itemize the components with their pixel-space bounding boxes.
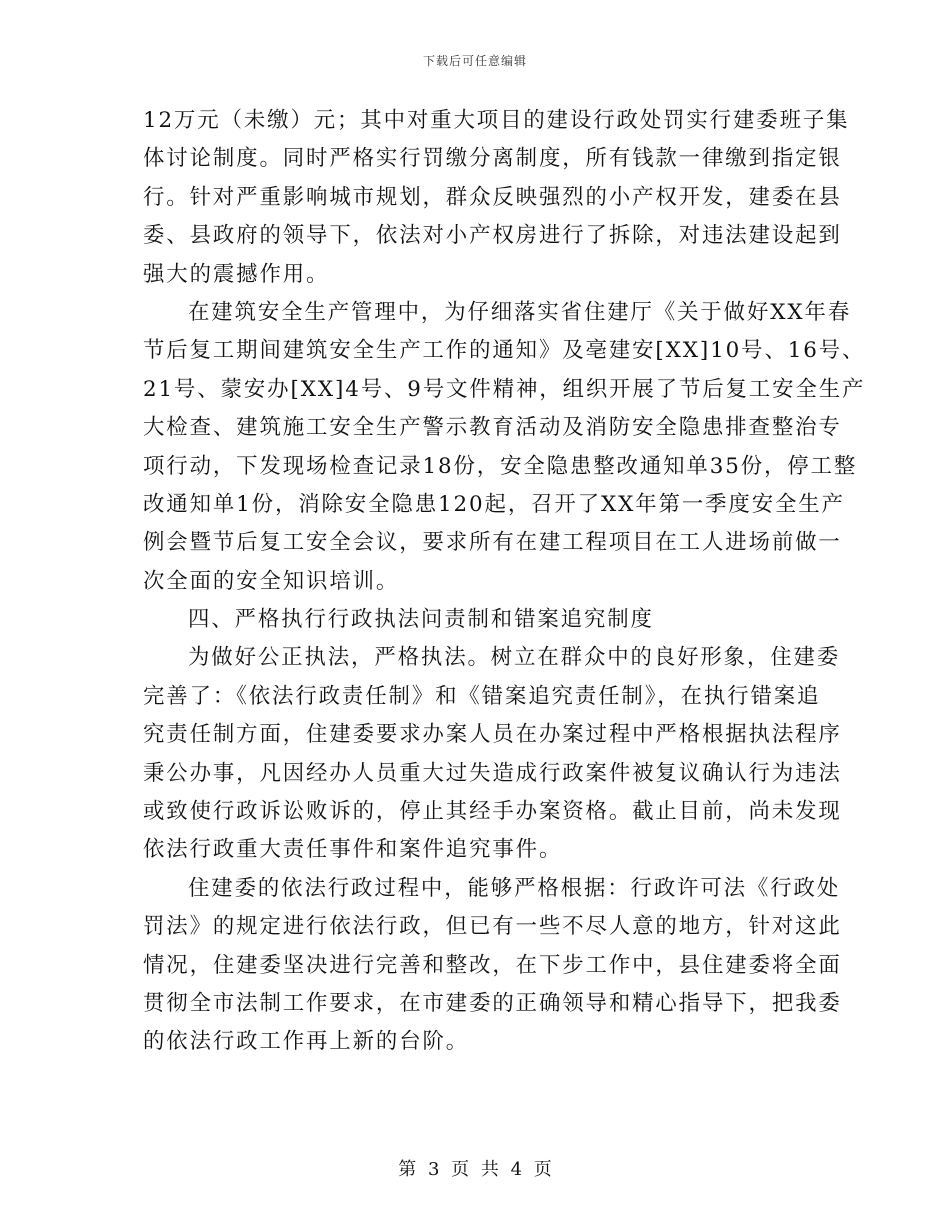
document-body bbox=[143, 102, 866, 1062]
page-header: 下载后可任意编辑 bbox=[422, 54, 527, 68]
text-line: 贯彻全市法制工作要求，在市建委的正确领导和精心指导下，把我委 bbox=[143, 990, 842, 1016]
text-line: 的依法行政工作再上新的台阶。 bbox=[143, 1029, 470, 1055]
text-line: 依法行政重大责任事件和案件追究事件。 bbox=[143, 837, 563, 863]
text-line: 在建筑安全生产管理中，为仔细落实省住建厅《关于做好XX年春 bbox=[188, 299, 852, 325]
text-line: 秉公办事，凡因经办人员重大过失造成行政案件被复议确认行为违法 bbox=[143, 760, 842, 786]
text-line: 罚法》的规定进行依法行政，但已有一些不尽人意的地方，针对这此 bbox=[143, 914, 842, 940]
text-line: 节后复工期间建筑安全生产工作的通知》及亳建安[XX]10号、16号、 bbox=[143, 338, 866, 364]
text-line: 12万元（未缴）元；其中对重大项目的建设行政处罚实行建委班子集 bbox=[143, 108, 850, 133]
text-line: 住建委的依法行政过程中，能够严格根据：行政许可法《行政处 bbox=[188, 875, 841, 901]
text-line: 大检查、建筑施工安全生产警示教育活动及消防安全隐患排查整治专 bbox=[143, 415, 842, 441]
text-line: 例会暨节后复工安全会议，要求所有在建工程项目在工人进场前做一 bbox=[143, 530, 842, 556]
page-footer: 第 3 页 共 4 页 bbox=[398, 1159, 552, 1180]
text-line: 或致使行政诉讼败诉的，停止其经手办案资格。截止目前，尚未发现 bbox=[143, 799, 842, 825]
text-line: 委、县政府的领导下，依法对小产权房进行了拆除，对违法建设起到 bbox=[143, 223, 842, 249]
text-line: 体讨论制度。同时严格实行罚缴分离制度，所有钱款一律缴到指定银 bbox=[143, 146, 842, 172]
text-line: 强大的震撼作用。 bbox=[143, 261, 330, 287]
text-line: 为做好公正执法，严格执法。树立在群众中的良好形象，住建委 bbox=[188, 645, 841, 671]
text-line: 项行动，下发现场检查记录18份，安全隐患整改通知单35份，停工整 bbox=[143, 453, 858, 479]
text-line: 四、严格执行行政执法问责制和错案追究制度 bbox=[188, 607, 654, 633]
text-line: 次全面的安全知识培训。 bbox=[143, 568, 400, 594]
text-line: 行。针对严重影响城市规划，群众反映强烈的小产权开发，建委在县 bbox=[143, 184, 842, 210]
text-line: 完善了：《依法行政责任制》和《错案追究责任制》，在执行错案追 bbox=[143, 683, 821, 709]
text-line: 21号、蒙安办[XX]4号、9号文件精神，组织开展了节后复工安全生产 bbox=[143, 376, 866, 402]
text-line: 情况，住建委坚决进行完善和整改，在下步工作中，县住建委将全面 bbox=[143, 952, 842, 978]
text-line: 改通知单1份，消除安全隐患120起，召开了XX年第一季度安全生产 bbox=[143, 491, 845, 517]
text-line: 究责任制方面，住建委要求办案人员在办案过程中严格根据执法程序 bbox=[143, 722, 842, 748]
